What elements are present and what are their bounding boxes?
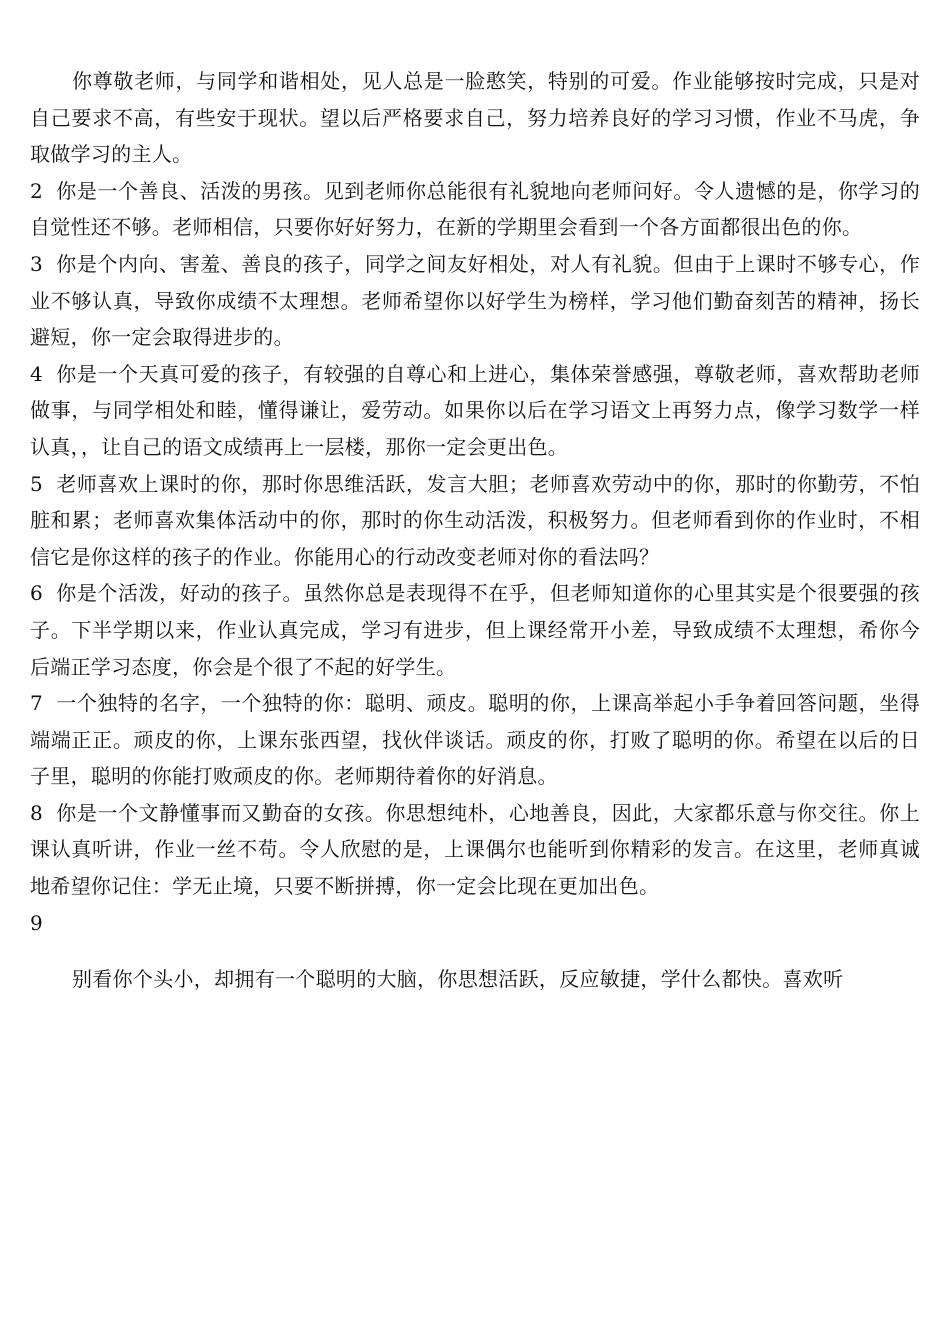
paragraph-number: 2	[30, 178, 44, 203]
paragraph-text: 你是一个文静懂事而又勤奋的女孩。你思想纯朴，心地善良，因此，大家都乐意与你交往。你上课认真听讲，作业一丝不苟。令人欣慰的是，上课偶尔也能听到你精彩的发言。在这里，老师真诚地希望你记住：学无止境，只要不断拼搏，你一定会比现在更加出色。	[30, 800, 920, 899]
comment-paragraph-2	[30, 173, 920, 246]
comment-paragraph-7	[30, 685, 920, 795]
comment-paragraph-5	[30, 466, 920, 576]
paragraph-number: 6	[30, 581, 44, 606]
paragraph-text: 别看你个头小，却拥有一个聪明的大脑，你思想活跃，反应敏捷，学什么都快。喜欢听	[72, 967, 844, 992]
comment-paragraph-3	[30, 246, 920, 356]
comment-paragraph-9-number	[30, 905, 920, 942]
comment-paragraph-9	[30, 961, 920, 998]
paragraph-text: 你尊敬老师，与同学和谐相处，见人总是一脸憨笑，特别的可爱。作业能够按时完成，只是对自己要求不高，有些安于现状。望以后严格要求自己，努力培养良好的学习习惯，作业不马虎，争取做学习的主人。	[30, 69, 920, 167]
paragraph-number: 9	[30, 910, 44, 935]
comment-paragraph-1	[30, 63, 920, 173]
paragraph-text: 一个独特的名字，一个独特的你：聪明、顽皮。聪明的你，上课高举起小手争着回答问题，坐得端端正正。顽皮的你，上课东张西望，找伙伴谈话。顽皮的你，打败了聪明的你。希望在以后的日子里，聪明的你能打败顽皮的你。老师期待着你的好消息。	[30, 691, 920, 789]
comment-paragraph-8	[30, 795, 920, 905]
paragraph-text: 老师喜欢上课时的你，那时你思维活跃，发言大胆；老师喜欢劳动中的你，那时的你勤劳，不怕脏和累；老师喜欢集体活动中的你，那时的你生动活泼，积极努力。但老师看到你的作业时，不相信它是你这样的孩子的作业。你能用心的行动改变老师对你的看法吗？	[30, 471, 920, 569]
paragraph-text: 你是一个天真可爱的孩子，有较强的自尊心和上进心，集体荣誉感强，尊敬老师，喜欢帮助老师做事，与同学相处和睦，懂得谦让，爱劳动。如果你以后在学习语文上再努力点，像学习数学一样认真，，让自己的语文成绩再上一层楼，那你一定会更出色。	[30, 361, 920, 459]
document-page	[30, 63, 920, 998]
paragraph-text: 你是个活泼，好动的孩子。虽然你总是表现得不在乎，但老师知道你的心里其实是个很要强的孩子。下半学期以来，作业认真完成，学习有进步，但上课经常开小差，导致成绩不太理想，希你今后端正学习态度，你会是个很了不起的好学生。	[30, 581, 920, 679]
paragraph-number: 8	[30, 800, 44, 825]
comment-paragraph-4	[30, 356, 920, 466]
comment-paragraph-6	[30, 575, 920, 685]
paragraph-number: 4	[30, 361, 44, 386]
paragraph-number: 7	[30, 691, 44, 716]
paragraph-number: 3	[30, 251, 44, 276]
paragraph-number: 5	[30, 471, 44, 496]
paragraph-text: 你是一个善良、活泼的男孩。见到老师你总能很有礼貌地向老师问好。令人遗憾的是，你学习的自觉性还不够。老师相信，只要你好好努力，在新的学期里会看到一个各方面都很出色的你。	[30, 178, 920, 240]
paragraph-text: 你是个内向、害羞、善良的孩子，同学之间友好相处，对人有礼貌。但由于上课时不够专心，作业不够认真，导致你成绩不太理想。老师希望你以好学生为榜样，学习他们勤奋刻苦的精神，扬长避短，你一定会取得进步的。	[30, 251, 920, 350]
